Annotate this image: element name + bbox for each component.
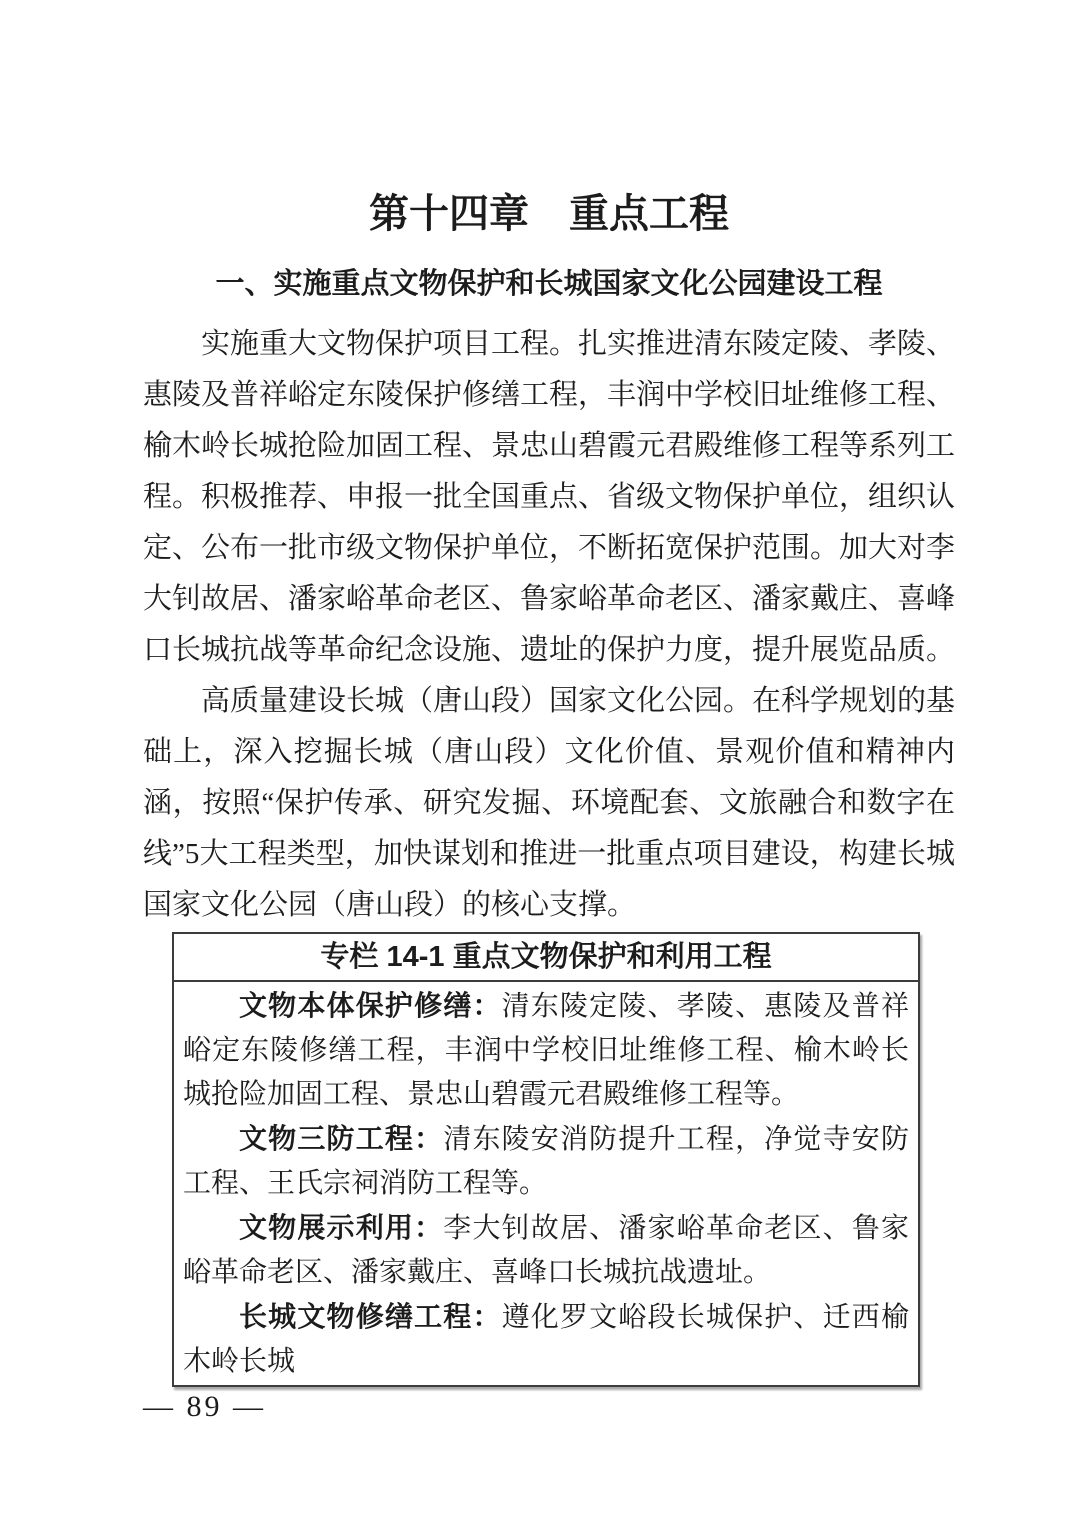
column-box-14-1	[172, 932, 920, 1387]
chapter-title: 第十四章 重点工程	[369, 192, 729, 236]
box-item-text: 清东陵安消防提升工程，净觉寺安防工程、王氏宗祠消防工程等。	[183, 1124, 909, 1199]
column-box-title: 专栏 14-1 重点文物保护和利用工程	[174, 934, 918, 982]
column-box-body	[174, 982, 918, 1385]
box-item-exhibition-use	[183, 1206, 909, 1295]
page-content	[143, 0, 955, 1387]
section-heading: 一、实施重点文物保护和长城国家文化公园建设工程	[215, 268, 883, 300]
box-item-text: 遵化罗文峪段长城保护、迁西榆木岭长城	[183, 1302, 909, 1377]
box-item-text: 清东陵定陵、孝陵、惠陵及普祥峪定东陵修缮工程，丰润中学校旧址维修工程、榆木岭长城抢险加固工程、景忠山碧霞元君殿维修工程等。	[183, 991, 909, 1110]
box-item-three-defense	[183, 1117, 909, 1206]
box-item-text: 李大钊故居、潘家峪革命老区、鲁家峪革命老区、潘家戴庄、喜峰口长城抗战遗址。	[183, 1213, 909, 1288]
box-item-relic-repair	[183, 984, 909, 1117]
box-item-label: 文物展示利用：	[239, 1212, 444, 1243]
paragraph-2: 高质量建设长城（唐山段）国家文化公园。在科学规划的基础上，深入挖掘长城（唐山段）文化价值、景观价值和精神内涵，按照“保护传承、研究发掘、环境配套、文旅融合和数字在线”5大工程类型，加快谋划和推进一批重点项目建设，构建长城国家文化公园（唐山段）的核心支撑。	[143, 685, 956, 921]
box-item-label: 文物三防工程：	[239, 1123, 444, 1154]
paragraph-1: 实施重大文物保护项目工程。扎实推进清东陵定陵、孝陵、惠陵及普祥峪定东陵保护修缮工程，丰润中学校旧址维修工程、榆木岭长城抢险加固工程、景忠山碧霞元君殿维修工程等系列工程。积极推荐、申报一批全国重点、省级文物保护单位，组织认定、公布一批市级文物保护单位，不断拓宽保护范围。加大对李大钊故居、潘家峪革命老区、鲁家峪革命老区、潘家戴庄、喜峰口长城抗战等革命纪念设施、遗址的保护力度，提升展览品质。	[143, 328, 956, 666]
box-item-label: 文物本体保护修缮：	[239, 990, 502, 1021]
box-item-great-wall-repair	[183, 1295, 909, 1384]
page-number: — 89 —	[143, 1390, 266, 1423]
box-item-label: 长城文物修缮工程：	[239, 1301, 502, 1332]
